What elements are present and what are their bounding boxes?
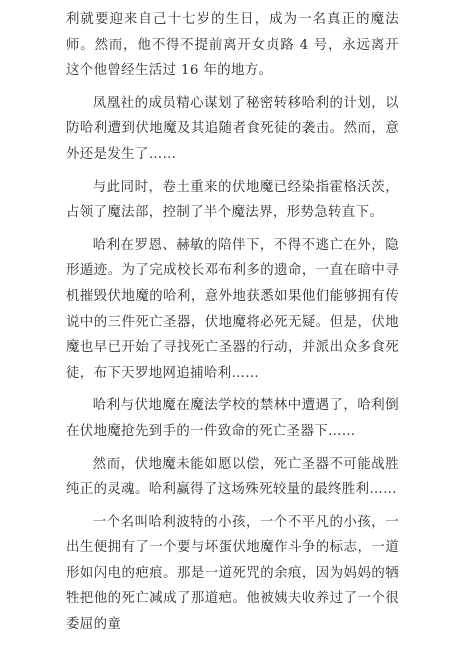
paragraph-3: 与此同时，卷土重来的伏地魔已经染指霍格沃茨，占领了魔法部，控制了半个魔法界，形势急转直下。 [66,179,399,221]
paragraph-7: 一个名叫哈利波特的小孩，一个不平凡的小孩，一出生便拥有了一个要与坏蛋伏地魔作斗争的标志，一道形如闪电的疤痕。那是一道死咒的余痕，因为妈妈的牺牲把他的死亡减成了那道疤。他被姨夫收养过了一个很委屈的童 [66,514,399,633]
paragraph-4: 哈利在罗恩、赫敏的陪伴下，不得不逃亡在外，隐形遁迹。为了完成校长邓布利多的遗命，一直在暗中寻机摧毁伏地魔的哈利，意外地获悉如果他们能够拥有传说中的三件死亡圣器，伏地魔将必死无疑。但是，伏地魔也早已开始了寻找死亡圣器的行动，并派出众多食死徒，布下天罗地网追捕哈利…… [66,237,399,381]
paragraph-6: 然而，伏地魔未能如愿以偿，死亡圣器不可能战胜纯正的灵魂。哈利赢得了这场殊死较量的最终胜利…… [66,456,399,498]
paragraph-5: 哈利与伏地魔在魔法学校的禁林中遭遇了，哈利倒在伏地魔抢先到手的一件致命的死亡圣器下…… [66,398,399,439]
paragraph-1: 利就要迎来自己十七岁的生日，成为一名真正的魔法师。然而，他不得不提前离开女贞路 4 号，永远离开这个他曾经生活过 16 年的地方。 [66,12,399,79]
paragraph-2: 凤凰社的成员精心谋划了秘密转移哈利的计划，以防哈利遭到伏地魔及其追随者食死徒的袭击。然而，意外还是发生了…… [66,95,399,162]
